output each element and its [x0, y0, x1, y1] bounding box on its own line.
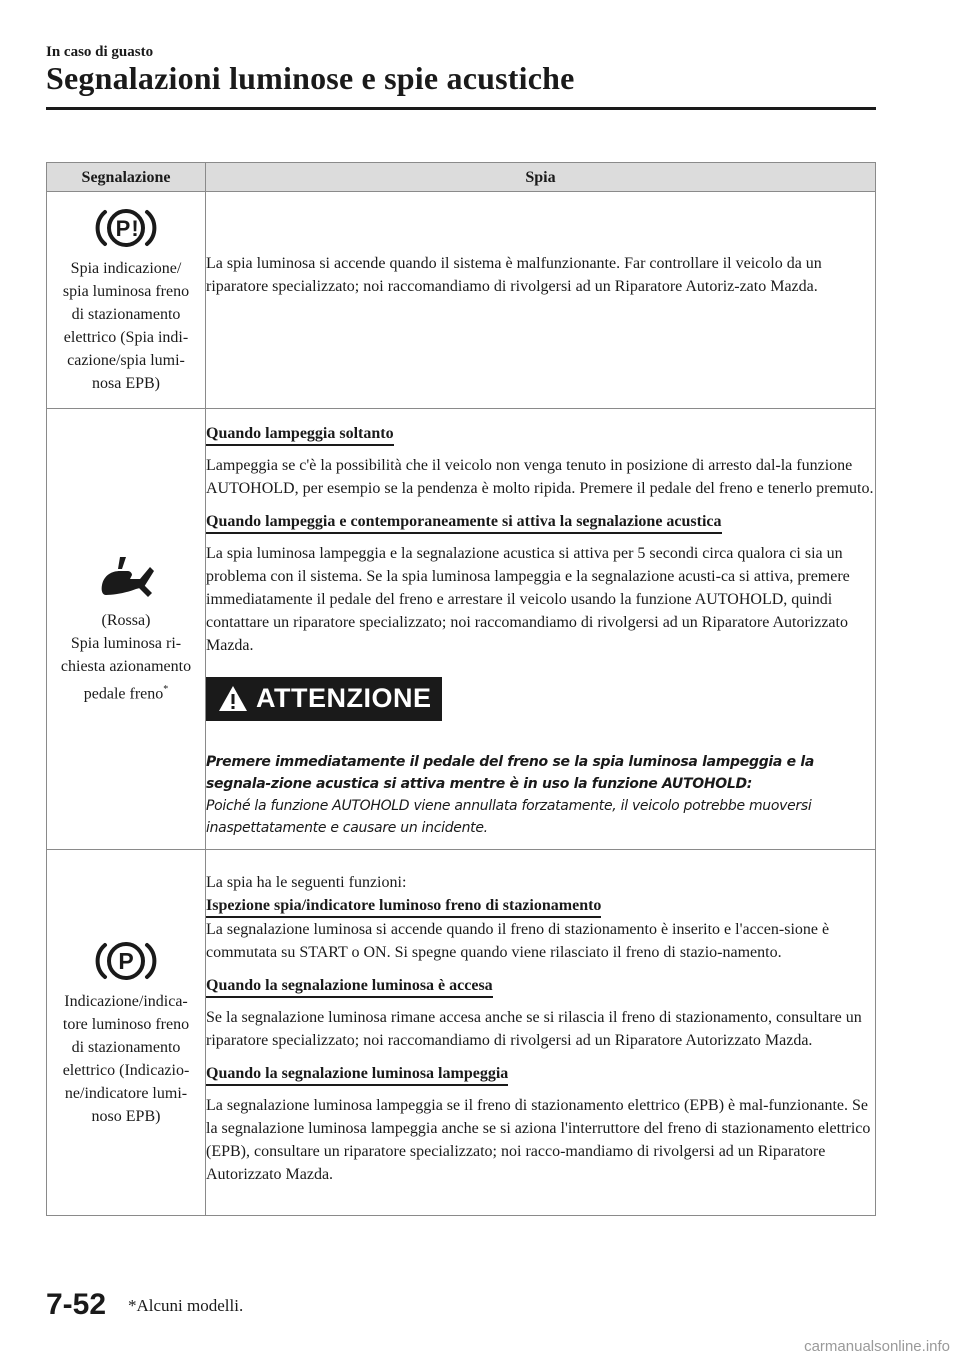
subheading: Quando lampeggia e contemporaneamente si attiva la segnalazione acustica: [206, 512, 722, 534]
parking-brake-warning-icon: [94, 205, 158, 251]
description-text: La segnalazione luminosa lampeggia se il freno di stazionamento elettrico (EPB) è mal-funzionante. Se la segnalazione luminosa lampeggia anche se si aziona l'interruttore del freno di stazionamento elettrico (EPB), consultare un riparatore specializzato; noi racco-mandiamo di rivolgersi ad un Riparatore Autorizzato Mazda.: [206, 1097, 871, 1183]
caution-text: [206, 751, 875, 839]
signal-cell: [47, 850, 206, 1216]
parking-brake-indicator-icon: [94, 938, 158, 984]
signal-line: chiesta azionamento: [60, 657, 192, 675]
svg-text:P: P: [118, 947, 134, 974]
table-row: [47, 850, 876, 1216]
subheading: Quando la segnalazione luminosa lampeggia: [206, 1064, 508, 1086]
signal-line: (Rossa): [101, 611, 151, 629]
signal-line: elettrico (Indicazio-: [62, 1061, 190, 1079]
description-text: Lampeggia se c'è la possibilità che il veicolo non venga tenuto in posizione di arresto dal-la funzione AUTOHOLD, per esempio se la pendenza è molto ripida. Premere il pedale del freno e tenerlo premuto.: [206, 456, 874, 497]
description-cell: [206, 192, 876, 409]
warning-table: [46, 162, 876, 1216]
signal-line: cazione/spia lumi-: [67, 352, 185, 369]
svg-text:P: P: [115, 216, 131, 241]
signal-line: elettrico (Spia indi-: [63, 329, 189, 346]
warning-triangle-icon: [218, 685, 248, 712]
footnote: *Alcuni modelli.: [128, 1296, 244, 1315]
signal-line: di stazionamento: [71, 1038, 181, 1056]
column-header-signal: Segnalazione: [47, 163, 206, 192]
signal-line-with-mark: [47, 678, 205, 705]
subheading: Ispezione spia/indicatore luminoso freno di stazionamento: [206, 896, 601, 918]
signal-line: noso EPB): [91, 1107, 161, 1125]
signal-cell: [47, 409, 206, 850]
subheading: Quando lampeggia soltanto: [206, 424, 394, 446]
signal-line: Indicazione/indica-: [64, 992, 188, 1010]
signal-line: spia luminosa freno: [62, 283, 190, 300]
section-label: In caso di guasto: [46, 44, 154, 60]
signal-line: tore luminoso freno: [62, 1015, 190, 1033]
description-cell: [206, 409, 876, 850]
table-row: [47, 409, 876, 850]
page-number: 7-52: [46, 1288, 107, 1321]
signal-cell: [47, 192, 206, 409]
signal-line: ne/indicatore lumi-: [64, 1084, 188, 1102]
description-text: Se la segnalazione luminosa rimane accesa anche se si rilascia il freno di stazionamento, consultare un riparatore specializzato; noi raccomandiamo di rivolgersi ad un Riparatore Autorizzato Mazda.: [206, 1009, 862, 1049]
brake-pedal-request-icon: [96, 553, 156, 603]
watermark: carmanualsonline.info: [804, 1338, 950, 1355]
signal-line: nosa EPB): [92, 375, 160, 392]
attention-label: ATTENZIONE: [256, 683, 432, 713]
description-text: La spia luminosa si accende quando il sistema è malfunzionante. Far controllare il veicolo da un riparatore specializzato; noi raccomandiamo di rivolgersi ad un Riparatore Autoriz-zato Mazda.: [206, 255, 822, 295]
description-intro: La spia ha le seguenti funzioni:: [206, 874, 407, 891]
signal-line: pedale freno: [83, 685, 164, 703]
signal-line: di stazionamento: [71, 306, 181, 323]
table-row: [47, 192, 876, 409]
page-title: Segnalazioni luminose e spie acustiche: [46, 60, 575, 96]
column-header-warning: Spia: [206, 163, 876, 192]
attention-banner: [206, 677, 442, 721]
caution-bold: Premere immediatamente il pedale del freno se la spia luminosa lampeggia e la segnala-zione acustica si attiva mentre è in uso la funzione AUTOHOLD:: [206, 753, 815, 792]
description-cell: [206, 850, 876, 1216]
signal-line: Spia indicazione/: [70, 260, 182, 277]
signal-line: Spia luminosa ri-: [70, 634, 182, 652]
svg-text:!: !: [131, 216, 139, 241]
table-header-row: [47, 163, 876, 192]
caution-body: Poiché la funzione AUTOHOLD viene annullata forzatamente, il veicolo potrebbe muoversi inaspettatamente e causare un incidente.: [206, 797, 812, 836]
description-text: La spia luminosa lampeggia e la segnalazione acustica si attiva per 5 secondi circa qualora ci sia un problema con il sistema. Se la spia luminosa lampeggia e la segnalazione acusti-ca si attiva, premere immediatamente il pedale del freno e arrestare il veicolo usando la funzione AUTOHOLD, quindi contattare un riparatore specializzato; noi raccomandiamo di rivolgersi ad un Riparatore Autorizzato Mazda.: [206, 544, 850, 654]
footnote-mark: *: [163, 683, 169, 695]
description-text: La segnalazione luminosa si accende quando il freno di stazionamento è inserito e l'accen-sione è commutata su START o ON. Si spegne quando viene rilasciato il freno di stazio-namento.: [206, 921, 830, 961]
title-rule: [46, 107, 876, 110]
subheading: Quando la segnalazione luminosa è accesa: [206, 976, 493, 998]
